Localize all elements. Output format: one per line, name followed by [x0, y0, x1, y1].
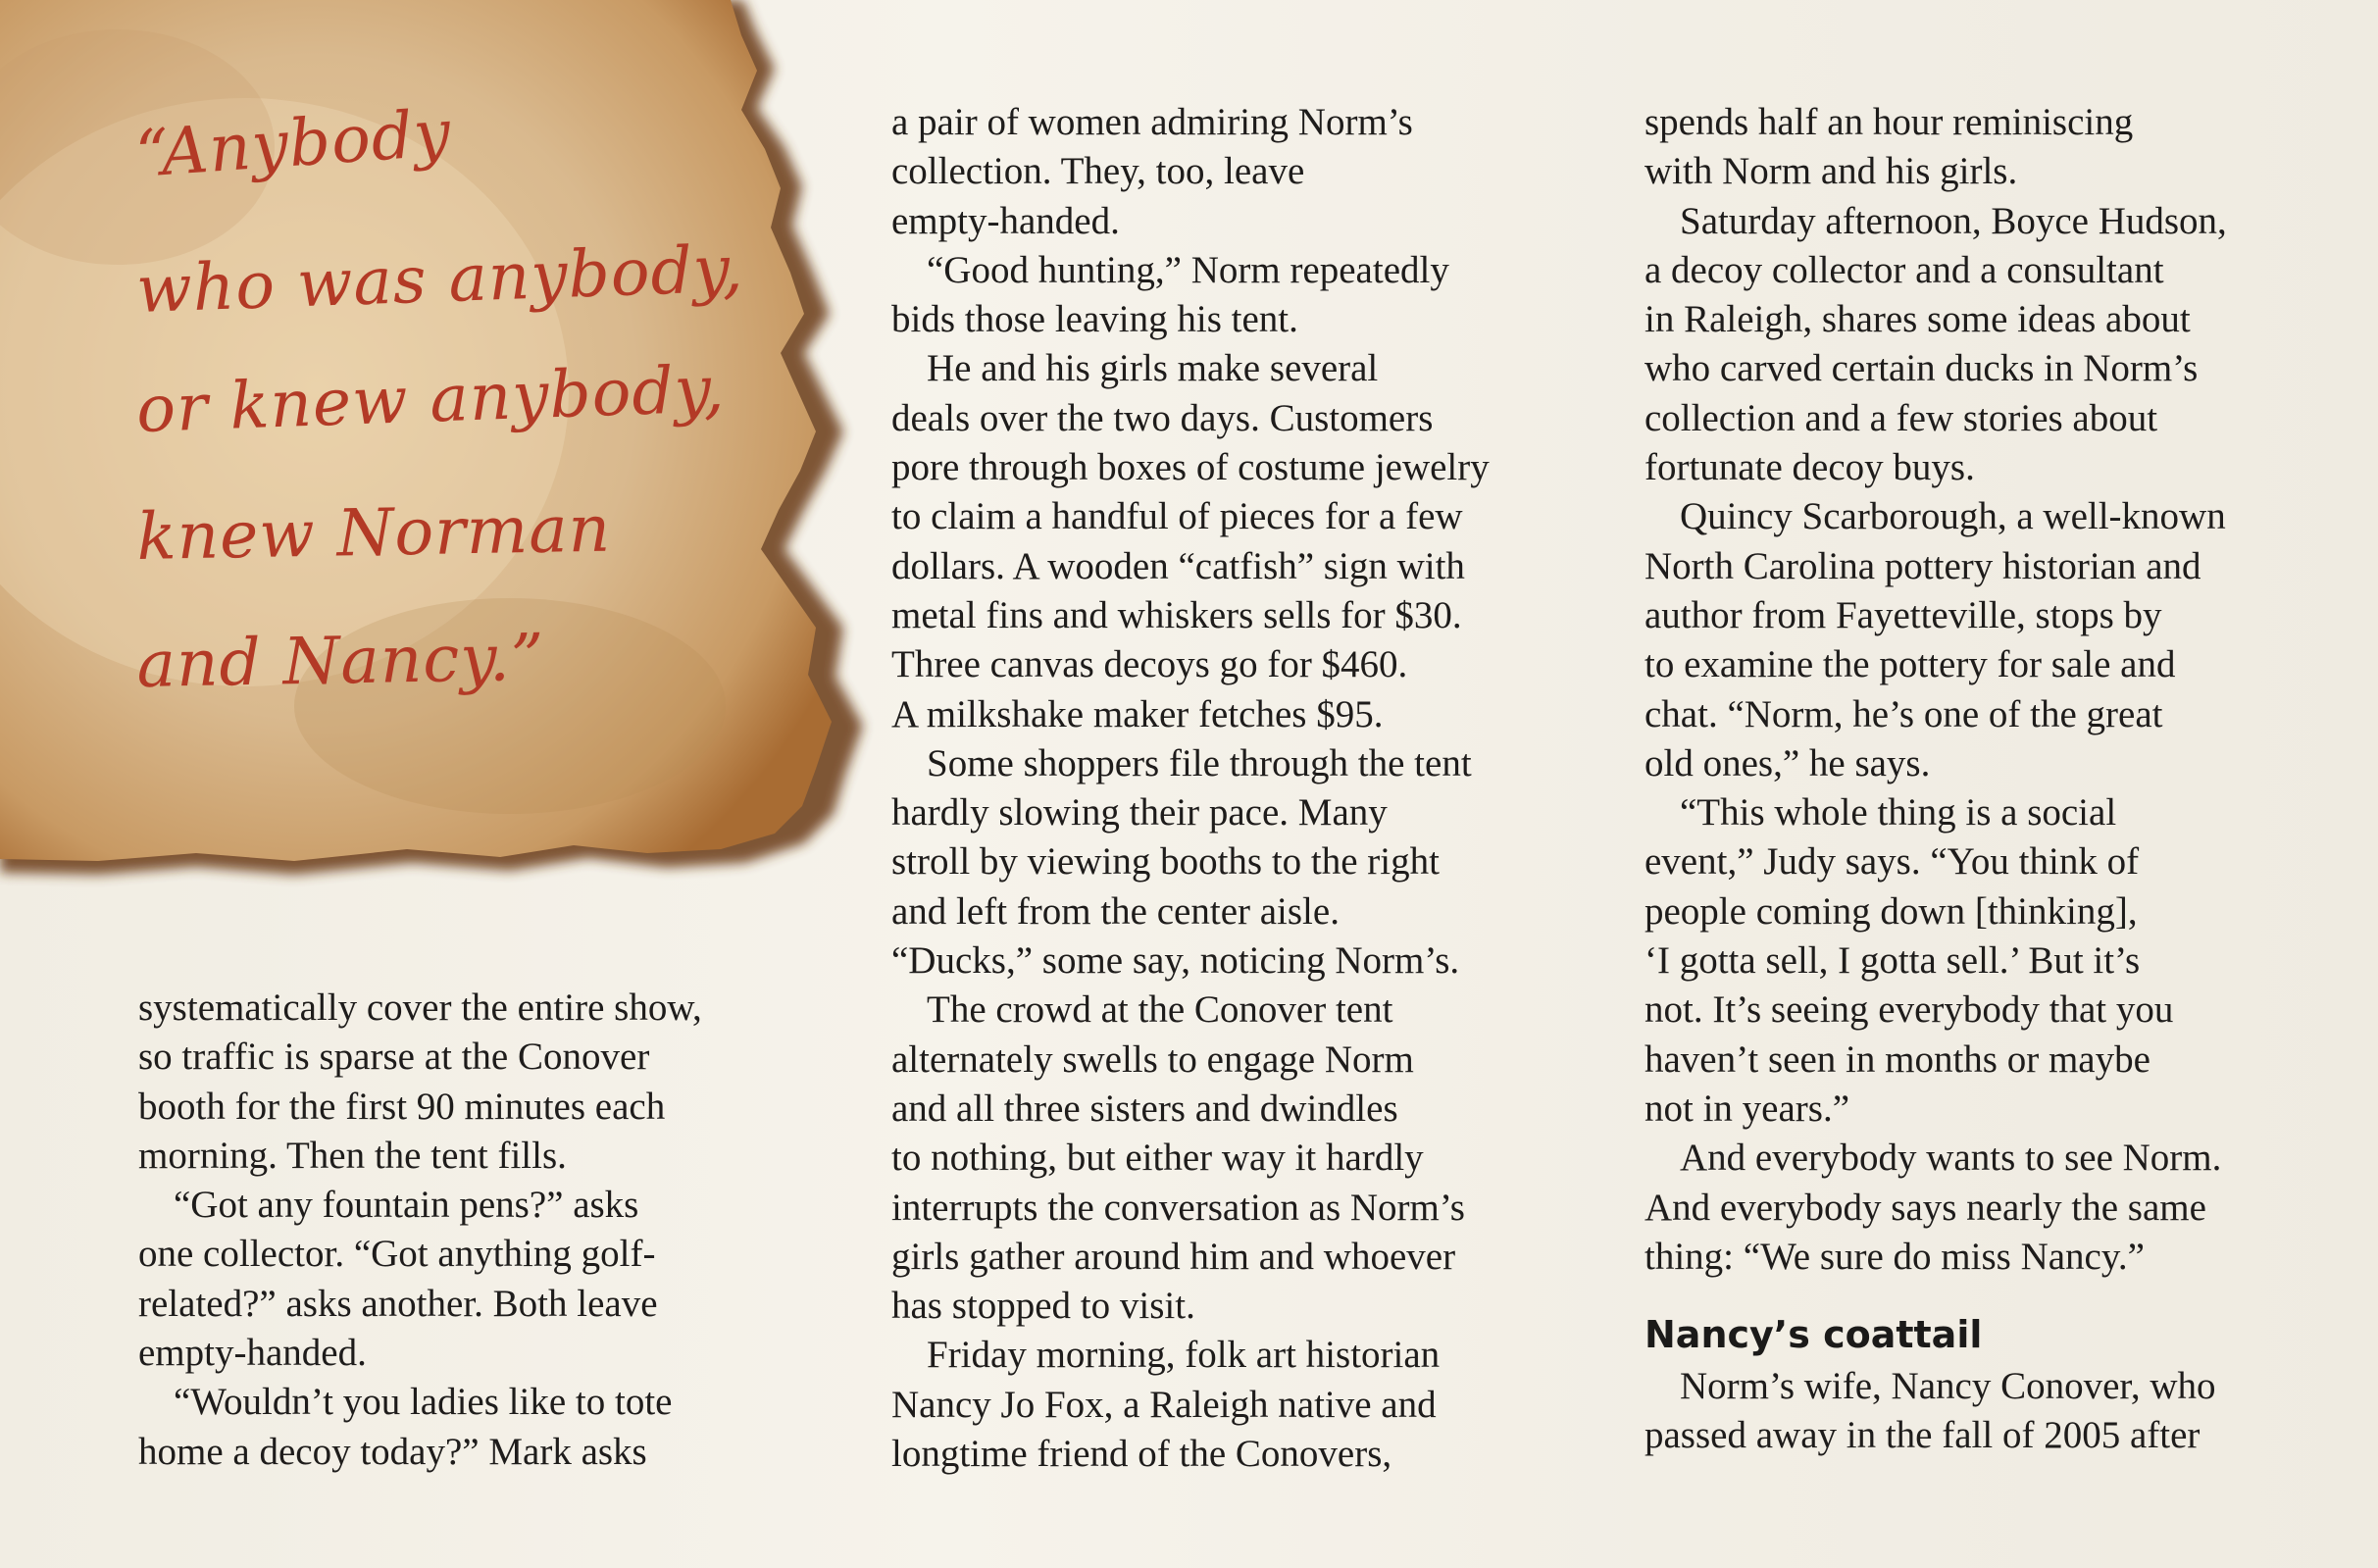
- text-line: to nothing, but either way it hardly: [891, 1137, 1424, 1180]
- text-line: fortunate decoy buys.: [1644, 446, 1975, 489]
- text-line: longtime friend of the Conovers,: [891, 1433, 1392, 1476]
- text-line: one collector. “Got anything golf-: [138, 1233, 656, 1276]
- text-line: spends half an hour reminiscing: [1644, 101, 2134, 143]
- text-line: interrupts the conversation as Norm’s: [891, 1186, 1465, 1229]
- text-line: Nancy Jo Fox, a Raleigh native and: [891, 1383, 1437, 1426]
- text-line: “Wouldn’t you ladies like to tote: [174, 1381, 673, 1424]
- text-line: deals over the two days. Customers: [891, 396, 1434, 439]
- pull-quote-line-5: and Nancy.”: [135, 619, 546, 702]
- text-line: “Ducks,” some say, noticing Norm’s.: [891, 939, 1460, 983]
- text-line: passed away in the fall of 2005 after: [1644, 1414, 2201, 1457]
- text-line: And everybody wants to see Norm.: [1680, 1137, 2222, 1180]
- text-line: Friday morning, folk art historian: [927, 1334, 1441, 1377]
- text-line: with Norm and his girls.: [1644, 150, 2018, 193]
- text-line: chat. “Norm, he’s one of the great: [1644, 692, 2163, 735]
- article-column-1: [138, 984, 844, 1477]
- text-line: related?” asks another. Both leave: [138, 1282, 658, 1325]
- text-line: Quincy Scarborough, a well-known: [1680, 495, 2226, 538]
- text-line: metal fins and whiskers sells for $30.: [891, 593, 1462, 636]
- text-line: in Raleigh, shares some ideas about: [1644, 298, 2191, 341]
- text-line: booth for the first 90 minutes each: [138, 1085, 666, 1128]
- text-line: has stopped to visit.: [891, 1285, 1195, 1328]
- text-line: “Got any fountain pens?” asks: [174, 1184, 639, 1227]
- text-line: Saturday afternoon, Boyce Hudson,: [1680, 199, 2227, 242]
- text-line: hardly slowing their pace. Many: [891, 791, 1388, 835]
- text-line: thing: “We sure do miss Nancy.”: [1644, 1235, 2145, 1278]
- text-line: who carved certain ducks in Norm’s: [1644, 347, 2199, 390]
- text-line: He and his girls make several: [927, 347, 1379, 390]
- text-line: girls gather around him and whoever: [891, 1235, 1456, 1278]
- text-line: to examine the pottery for sale and: [1644, 643, 2176, 686]
- text-line: not. It’s seeing everybody that you: [1644, 988, 2174, 1032]
- text-line: people coming down [thinking],: [1644, 889, 2138, 933]
- text-line: dollars. A wooden “catfish” sign with: [891, 544, 1465, 587]
- text-line: ‘I gotta sell, I gotta sell.’ But it’s: [1644, 939, 2141, 983]
- text-line: The crowd at the Conover tent: [927, 988, 1393, 1032]
- text-line: “Good hunting,” Norm repeatedly: [927, 248, 1449, 291]
- text-line: alternately swells to engage Norm: [891, 1037, 1414, 1081]
- text-line: haven’t seen in months or maybe: [1644, 1037, 2150, 1081]
- pull-quote-line-2: who was anybody,: [134, 230, 745, 328]
- text-line: A milkshake maker fetches $95.: [891, 692, 1384, 735]
- pull-quote-line-1: “Anybody: [132, 94, 454, 192]
- text-line: Three canvas decoys go for $460.: [891, 643, 1408, 686]
- text-line: a decoy collector and a consultant: [1644, 248, 2164, 291]
- pull-quote-line-4: knew Norman: [135, 490, 612, 575]
- text-line: “This whole thing is a social: [1680, 791, 2117, 835]
- section-subhead: Nancy’s coattail: [1644, 1313, 1983, 1357]
- article-column-3: [1644, 98, 2360, 1461]
- text-line: not in years.”: [1644, 1087, 1850, 1130]
- text-line: collection. They, too, leave: [891, 150, 1305, 193]
- text-line: bids those leaving his tent.: [891, 298, 1298, 341]
- parchment-pull-quote-background: [0, 0, 883, 902]
- text-line: Norm’s wife, Nancy Conover, who: [1680, 1365, 2216, 1408]
- text-line: to claim a handful of pieces for a few: [891, 495, 1463, 538]
- text-line: systematically cover the entire show,: [138, 986, 702, 1029]
- text-line: collection and a few stories about: [1644, 396, 2158, 439]
- text-line: And everybody says nearly the same: [1644, 1186, 2206, 1229]
- text-line: empty-handed.: [138, 1332, 367, 1375]
- text-line: morning. Then the tent fills.: [138, 1134, 567, 1177]
- text-line: and left from the center aisle.: [891, 889, 1340, 933]
- pull-quote-line-3: or knew anybody,: [134, 351, 727, 447]
- text-line: so traffic is sparse at the Conover: [138, 1036, 650, 1079]
- text-line: stroll by viewing booths to the right: [891, 840, 1440, 884]
- text-line: and all three sisters and dwindles: [891, 1087, 1398, 1130]
- text-line: event,” Judy says. “You think of: [1644, 840, 2140, 884]
- article-column-2: [891, 98, 1597, 1479]
- text-line: empty-handed.: [891, 199, 1120, 242]
- text-line: North Carolina pottery historian and: [1644, 544, 2201, 587]
- text-line: old ones,” he says.: [1644, 741, 1931, 784]
- text-line: pore through boxes of costume jewelry: [891, 446, 1490, 489]
- text-line: author from Fayetteville, stops by: [1644, 593, 2162, 636]
- text-line: Some shoppers file through the tent: [927, 741, 1472, 784]
- text-line: home a decoy today?” Mark asks: [138, 1430, 647, 1473]
- text-line: a pair of women admiring Norm’s: [891, 101, 1413, 143]
